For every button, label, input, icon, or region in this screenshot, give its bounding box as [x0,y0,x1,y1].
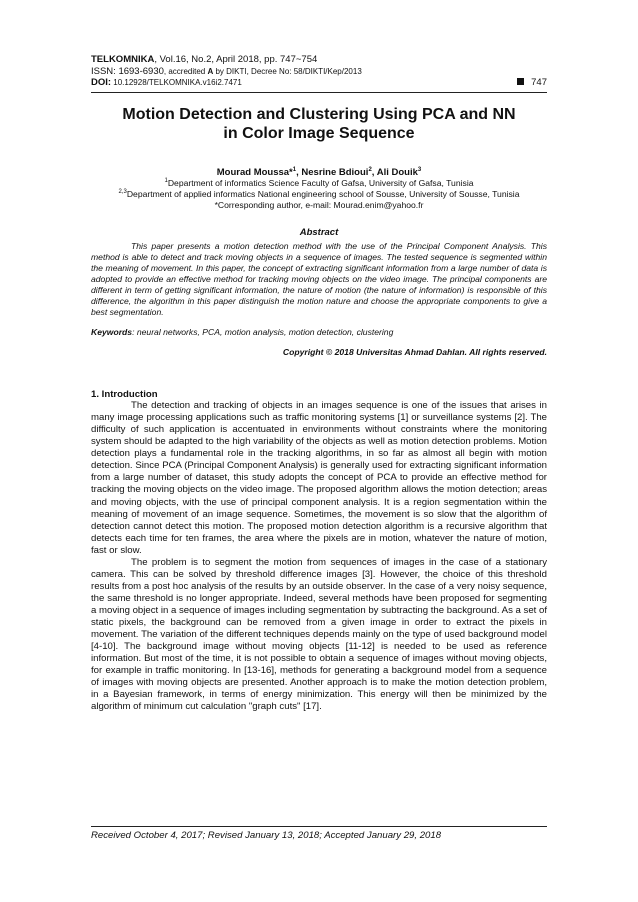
abstract-heading: Abstract [299,226,339,238]
accreditation-post: by DIKTI, Decree No: 58/DIKTI/Kep/2013 [213,66,362,76]
affiliation-1: $^1$Department of informatics Science Faculty of Gafsa, University of Gafsa, Tunisia [164,177,474,188]
page-content [91,54,547,713]
introduction-body [91,400,547,713]
journal-name: TELKOMNIKA [91,54,155,65]
issn: ISSN: 1693-6930 [91,65,164,77]
section-heading-introduction: 1. Introduction [91,389,158,401]
doi-link[interactable]: 10.12928/TELKOMNIKA.v16i2.7471 [111,78,242,87]
keywords-list: : neural networks, PCA, motion analysis, motion detection, clustering [132,327,394,338]
keywords-label: Keywords [91,327,133,338]
paragraph: The problem is to segment the motion from sequences of images in the case of a stationary camera. This can be solved by threshold difference images [3]. However, the choice of this threshold results from a post hoc analysis of the results by an outside observer. In the case of a very noisy sequence, the same threshold is no longer appropriate. Indeed, several methods have been proposed for segmenting a moving object in a sequence of images including segmentation by subtracting the background. As a set of static pixels, the background can be removed from a given image in order to extract the pixels in movement. The variation of the different techniques depends mainly on the type of used background model [4-10]. The background image without moving objects [11-12] is needed to be used as reference information. But most of the time, it is not possible to obtain a sequence of images without moving objects, for example in traffic monitoring. In [13-16], methods for generating a background model from a sequence of images with moving objects are presented. Another approach is to make the motion detection problem, in a Bayesian framework, in terms of energy minimization. This energy will then be minimized by the algorithm of minimum cut calculation "graph cuts" [17]. [91,556,547,713]
issn-line [91,66,547,78]
square-bullet-icon [517,78,524,85]
copyright-notice: Copyright © 2018 Universitas Ahmad Dahlan. All rights reserved. [282,347,547,358]
accreditation-pre: , accredited [163,66,208,76]
accreditation-grade: A [207,66,214,76]
corresponding-author: *Corresponding author, e-mail: Mourad.enim@yahoo.fr [214,199,424,210]
journal-citation: , Vol.16, No.2, April 2018, pp. 747~754 [154,54,318,65]
page-number: 747 [517,77,547,89]
abstract-text: This paper presents a motion detection method with the use of the Principal Component Analysis. This method is able to detect and track moving objects in a sequence of images. The tested sequence is segmented within the meaning of movement. In this paper, the concept of extracting significant information from a large number of data is adopted to provide an effective method for tracking moving objects on the video image. The principal components are different in term of getting significant information, the nature of motion (the nature of information) is responsible of this difference, the algorithm in this paper distinguish the motion nature and choose the appropriate components to give a best segmentation. [91,240,547,318]
running-header [91,54,547,93]
author-list: Mourad Moussa*$^1$, Nesrine Bdioui$^2$, Ali Douik$^3$ [216,166,422,178]
doi-label: DOI: [91,77,112,88]
paper-title: Motion Detection and Clustering Using PCA and NN in Color Image Sequence [122,105,516,142]
keywords [91,327,547,337]
doi-line [91,77,547,89]
header-rule [91,92,547,93]
paragraph: The detection and tracking of objects in an images sequence is one of the issues that arises in many image processing applications such as traffic monitoring systems [1] or surveillance systems [2]. The difficulty of such application is accentuated in environments without constraints where the monitoring system should be adapted to the high variability of the objects as well as motion detection problems. Motion detection plays a fundamental role in the tracking algorithms, in so far as almost all begin with motion detection. Since PCA (Principal Component Analysis) is generally used for extracting significant information from a large number of dataset, this study adopts the concept of PCA to provide an effective method for tracking the moving objects on the video image. The proposed algorithm allows the motion detection; areas and moving objects, with the use of principal component analysis. It is a region segmentation within the meaning of movement of an image sequence. Sometimes, the movement is so slow that the algorithm of detection cannot detect this motion. The proposed motion detection algorithm is a recursive algorithm that detects each time for ten frames, the area where the pixels are in motion, whatever the nature of motion, fast or slow. [91,400,547,556]
received-dates-footer: Received October 4, 2017; Revised January 13, 2018; Accepted January 29, 2018 [91,826,547,841]
affiliation-2: $^{2,3}$Department of applied informatics National engineering school of Sousse, University of Sousse, Tunisia [118,188,520,199]
journal-citation-line [91,54,547,66]
